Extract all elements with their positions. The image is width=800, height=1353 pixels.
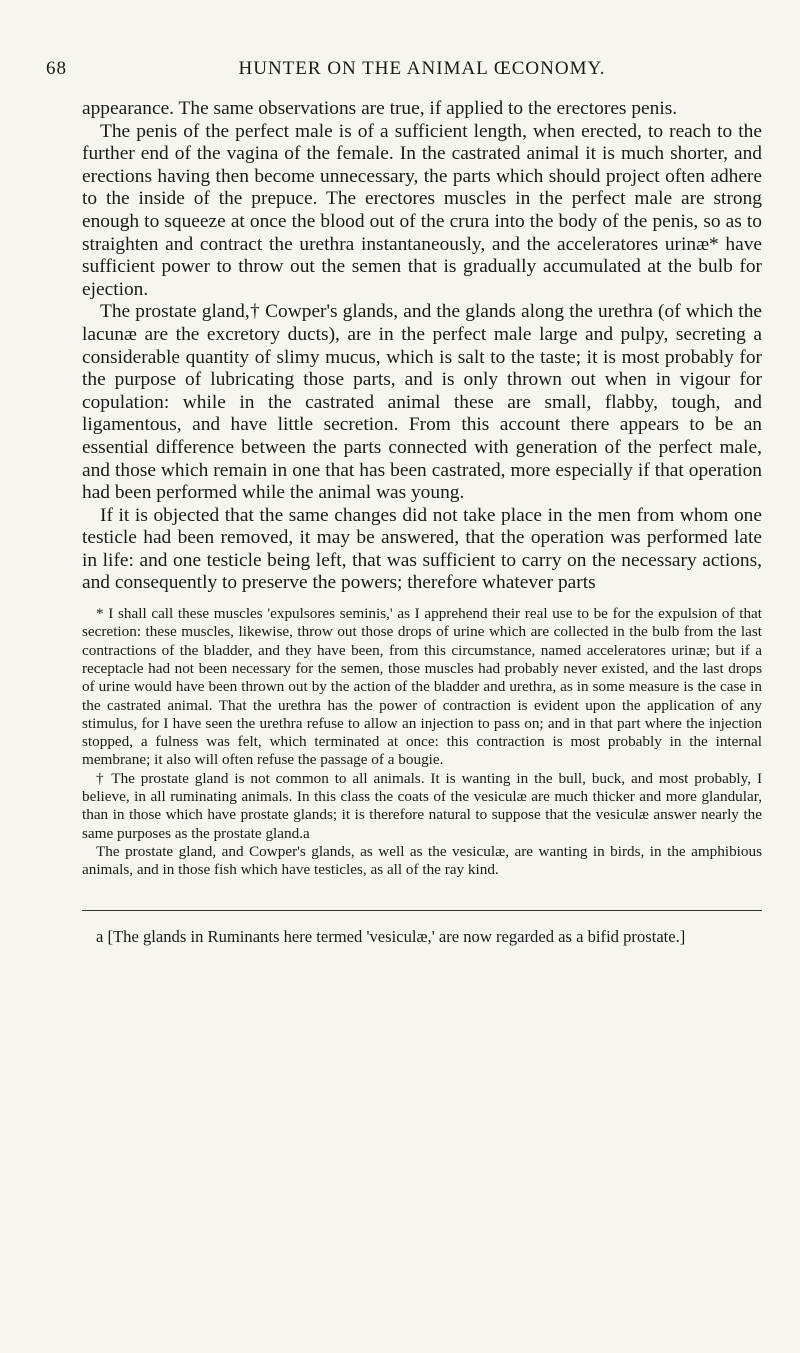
paragraph-2: The penis of the perfect male is of a sufficient length, when erected, to reach to the further end of the vagina of the female. In the castrated animal it is much shorter, and erections having then become unnecessary, the parts which should project often adhere to the inside of the prepuce. The erectores muscles in the perfect male are strong enough to squeeze at once the blood out of the crura into the body of the penis, so as to straighten and contract the urethra instantaneously, and the acceleratores urinæ* have sufficient power to throw out the semen that is gradually accumulated at the bulb for ejection. — [82, 120, 762, 300]
page-number: 68 — [46, 58, 67, 79]
footnote-asterisk: * I shall call these muscles 'expulsores seminis,' as I apprehend their real use to be for the expulsion of that secretion: these muscles, likewise, throw out those drops of urine which are collected in the bulb from the last contractions of the bladder, and they have been, from this circumstance, named acceleratores urinæ; but if a receptacle had not been necessary for the semen, those muscles had probably never existed, and the last drops of urine would have been thrown out by the action of the bladder and urethra, as in some measure is the case in the castrated animal. That the urethra has the power of contraction is evident upon the application of any stimulus, for I have seen the urethra refuse to allow an injection to pass on; and in that part where the injection stopped, a fulness was felt, which terminated at once: this contraction is most probably in the internal membrane; it also will often refuse the passage of a bougie. — [82, 605, 762, 769]
footnotes — [82, 605, 762, 879]
paragraph-4: If it is objected that the same changes did not take place in the men from whom one testicle had been removed, it may be answered, that the operation was performed late in life: and one testicle being left, that was sufficient to carry on the necessary actions, and consequently to preserve the powers; therefore whatever parts — [82, 504, 762, 594]
running-title: HUNTER ON THE ANIMAL ŒCONOMY. — [238, 58, 606, 79]
footnote-dagger: † The prostate gland is not common to all animals. It is wanting in the bull, buck, and most probably, I believe, in all ruminating animals. In this class the coats of the vesiculæ are much thicker and more glandular, than in those which have prostate glands; it is therefore natural to suppose that the vesiculæ answer nearly the same purposes as the prostate gland.a — [82, 769, 762, 842]
editor-note — [82, 927, 762, 947]
footnote-continuation: The prostate gland, and Cowper's glands, as well as the vesiculæ, are wanting in birds, in the amphibious animals, and in those fish which have testicles, as all of the ray kind. — [82, 842, 762, 879]
body-text — [82, 98, 762, 595]
paragraph-3: The prostate gland,† Cowper's glands, and the glands along the urethra (of which the lacunæ are the excretory ducts), are in the perfect male large and pulpy, secreting a considerable quantity of slimy mucus, which is salt to the taste; it is most probably for the purpose of lubricating those parts, and is only thrown out when in vigour for copulation: while in the castrated animal these are small, flabby, tough, and ligamentous, and have little secretion. From this account there appears to be an essential difference between the parts connected with generation of the perfect male, and those which remain in one that has been castrated, more especially if that operation had been performed while the animal was young. — [82, 301, 762, 504]
footnote-divider — [82, 910, 762, 911]
editor-note-text: a [The glands in Ruminants here termed 'vesiculæ,' are now regarded as a bifid prostate.] — [96, 926, 686, 946]
book-page — [46, 58, 762, 946]
running-head — [46, 58, 762, 84]
paragraph-1: appearance. The same observations are true, if applied to the erectores penis. — [82, 98, 678, 119]
